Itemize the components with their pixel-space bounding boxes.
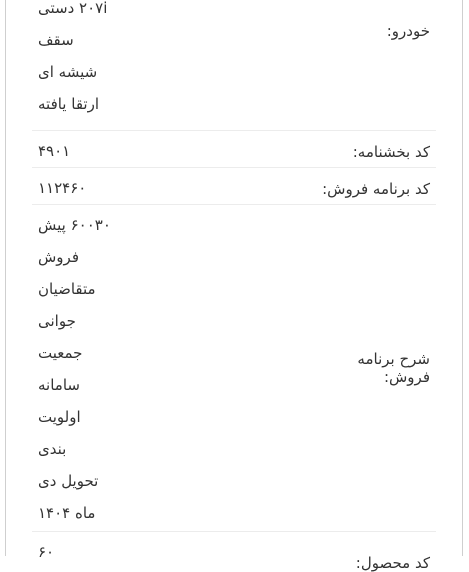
value-description-line: بندی: [38, 440, 67, 458]
order-details-table: [32, 0, 436, 572]
value-description-line: ۶۰۰۳۰ پیش: [38, 216, 111, 234]
value-description-line: اولویت: [38, 408, 81, 426]
label-sales-program-description: شرح برنامه فروش:: [357, 350, 430, 386]
value-car-line: ارتقا یافته: [38, 95, 99, 113]
value-description-line: فروش: [38, 248, 80, 266]
value-sales-program-code-line: ۱۱۲۴۶۰: [38, 179, 87, 197]
label-car: خودرو:: [386, 22, 430, 40]
value-car-line: شیشه ای: [38, 63, 98, 81]
value-description-line: جمعیت: [38, 344, 83, 362]
value-product-code: [32, 532, 314, 572]
value-description-line: متقاضیان: [38, 280, 96, 298]
value-car: [32, 0, 314, 130]
value-description-line: سامانه: [38, 376, 80, 394]
label-circular-code: کد بخشنامه:: [352, 143, 430, 161]
value-sales-program-code: [32, 168, 314, 204]
label-sales-program-code: کد برنامه فروش:: [322, 180, 430, 198]
value-car-line: سقف: [38, 31, 74, 49]
value-circular-code: [32, 131, 314, 167]
row-car: [32, 0, 436, 131]
value-sales-program-description: [32, 205, 314, 531]
value-car-line: ۲۰۷i دستی: [38, 0, 108, 17]
value-description-line: تحویل دی: [38, 472, 99, 490]
value-description-line: ماه ۱۴۰۴: [38, 504, 96, 522]
row-sales-program-description: [32, 205, 436, 532]
value-description-line: جوانی: [38, 312, 76, 330]
value-circular-code-line: ۴۹۰۱: [38, 142, 71, 160]
right-border: [462, 0, 463, 556]
row-product-code: [32, 532, 436, 572]
value-product-code-line: ۶۰: [38, 543, 55, 561]
row-sales-program-code: [32, 168, 436, 205]
row-circular-code: [32, 131, 436, 168]
left-border: [5, 0, 6, 556]
label-product-code: کد محصول:: [355, 554, 430, 572]
